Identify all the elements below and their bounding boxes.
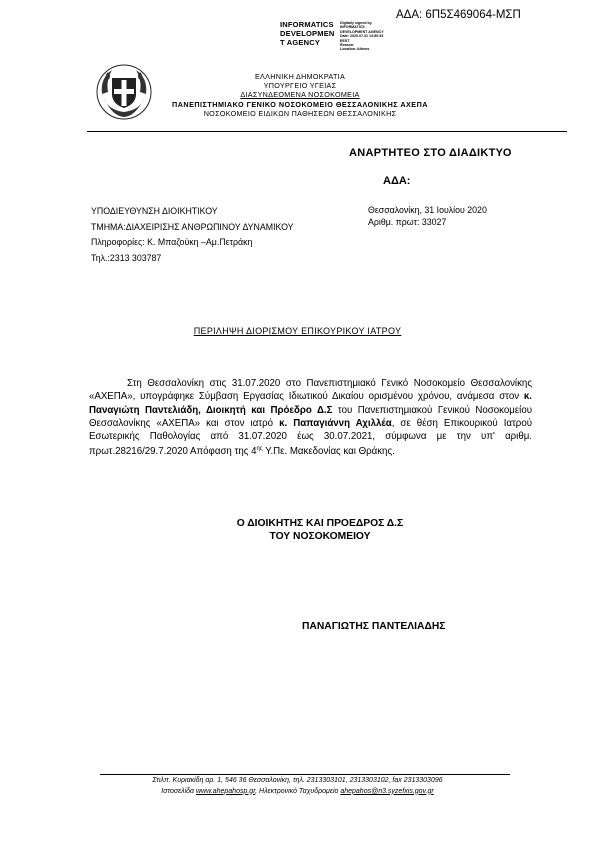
division-line: ΥΠΟΔΙΕΥΘΥΝΣΗ ΔΙΟΙΚΗΤΙΚΟΥ — [91, 206, 218, 216]
ida-signature-label — [280, 20, 335, 47]
letterhead — [150, 72, 450, 118]
ordinal-suffix: ης — [256, 446, 263, 453]
contact-links — [0, 787, 595, 798]
ada-label: ΑΔΑ: — [383, 175, 411, 187]
website-link[interactable]: www.ahepahosp.gr — [195, 787, 256, 795]
body-text: Στη Θεσσαλονίκη στις 31.07.2020 στο Πανεπιστημιακό Γενικό Νοσοκομείο Θεσσαλονίκης «ΑΧΕΠΑ», υπογράφηκε Σύμβαση Εργασίας Ιδιωτικού Δικαίου ορισμένου χρόνου, ανάμεσα στον — [89, 378, 532, 403]
footer-divider — [100, 774, 510, 775]
date-protocol — [368, 204, 487, 228]
email-label: , Ηλεκτρονικό Ταχυδρομείο — [255, 787, 341, 795]
document-title: ΠΕΡΙΛΗΨΗ ΔΙΟΡΙΣΜΟΥ ΕΠΙΚΟΥΡΙΚΟΥ ΙΑΤΡΟΥ — [193, 326, 402, 336]
ida-signature-details — [340, 21, 384, 52]
contact-line: Πληροφορίες: Κ. Μπαζούκη –Αμ.Πετράκη — [91, 237, 253, 247]
email-link[interactable]: ahepahos@n3.syzefxis.gov.gr — [340, 787, 434, 795]
ida-detail: INFORMATICS — [340, 25, 365, 30]
body-text: του Πανεπιστημιακού Γενικού Νοσοκομείου Θεσσαλονίκης «ΑΧΕΠΑ» και στον ιατρό — [89, 404, 533, 429]
ida-detail: EEST — [340, 38, 350, 43]
hospital-group-line: ΔΙΑΣΥΝΔΕΟΜΕΝΑ ΝΟΣΟΚΟΜΕΙΑ — [240, 90, 360, 100]
signatory-role — [230, 517, 410, 543]
body-paragraph — [89, 377, 532, 459]
body-text: , σε θέση Επικουρικού Ιατρού Εσωτερικής Παθολογίας από 31.07.2020 έως 30.07.2021, σύμφωνα με την υπ' αριθμ. πρωτ.28216/29.7.2020 Απόφαση της 4 — [89, 417, 533, 458]
signatory-name: ΠΑΝΑΓΙΩΤΗΣ ΠΑΝΤΕΛΙΑΔΗΣ — [302, 621, 446, 632]
body-text: Υ.Πε. Μακεδονίας και Θράκης. — [262, 446, 395, 458]
department-line: ΤΜΗΜΑ:ΔΙΑΧΕΙΡΙΣΗΣ ΑΝΘΡΩΠΙΝΟΥ ΔΥΝΑΜΙΚΟΥ — [91, 221, 294, 232]
doctor-name: κ. Παπαγιάννη Αχιλλέα — [279, 417, 392, 429]
role-line: ΤΟΥ ΝΟΣΟΚΟΜΕΙΟΥ — [269, 531, 371, 542]
footer — [0, 776, 595, 797]
greek-coat-of-arms-icon — [96, 64, 152, 120]
ida-detail: Reason: — [340, 43, 355, 48]
protocol-number: Αριθμ. πρωτ: 33027 — [368, 217, 447, 227]
ministry-line: ΥΠΟΥΡΓΕΙΟ ΥΓΕΙΑΣ — [263, 81, 337, 91]
ida-line: DEVELOPMEN — [280, 29, 335, 38]
department-info — [91, 204, 294, 266]
ida-detail: Digitally signed by — [340, 21, 372, 25]
ida-line: T AGENCY — [280, 38, 321, 47]
ida-line: INFORMATICS — [280, 20, 334, 29]
address-line: Στιλπ. Κυριακίδη αρ. 1, 546 36 Θεσσαλονίκη, τηλ. 2313303101, 2313303102, fax 2313303096 — [152, 777, 443, 784]
country-line: ΕΛΛΗΝΙΚΗ ΔΗΜΟΚΡΑΤΙΑ — [254, 72, 346, 81]
publish-notice: ΑΝΑΡΤΗΤΕΟ ΣΤΟ ΔΙΑΔΙΚΤΥΟ — [349, 147, 512, 159]
ada-code: ΑΔΑ: 6Π5Σ469064-ΜΣΠ — [396, 9, 521, 21]
phone-line: Τηλ.:2313 303787 — [91, 252, 162, 263]
hospital-sub-line: ΝΟΣΟΚΟΜΕΙΟ ΕΙΔΙΚΩΝ ΠΑΘΗΣΕΩΝ ΘΕΣΣΑΛΟΝΙΚΗΣ — [203, 108, 397, 118]
ida-detail: Location: Athens — [340, 47, 370, 52]
ida-detail: Date: 2020.07.31 13:50:53 — [340, 34, 384, 39]
hospital-name-line: ΠΑΝΕΠΙΣΤΗΜΙΑΚΟ ΓΕΝΙΚΟ ΝΟΣΟΚΟΜΕΙΟ ΘΕΣΣΑΛΟΝΙΚΗΣ ΑΧΕΠΑ — [172, 99, 428, 109]
website-label: Ιστοσελίδα — [161, 787, 196, 795]
role-line: Ο ΔΙΟΙΚΗΤΗΣ ΚΑΙ ΠΡΟΕΔΡΟΣ Δ.Σ — [236, 518, 404, 529]
ida-detail: DEVELOPMENT AGENCY — [340, 29, 384, 34]
director-name: κ. Παναγιώτη Παντελιάδη, Διοικητή και Πρόεδρο Δ.Σ — [89, 391, 532, 416]
document-date: Θεσσαλονίκη, 31 Ιουλίου 2020 — [368, 205, 487, 215]
header-divider — [87, 131, 567, 132]
